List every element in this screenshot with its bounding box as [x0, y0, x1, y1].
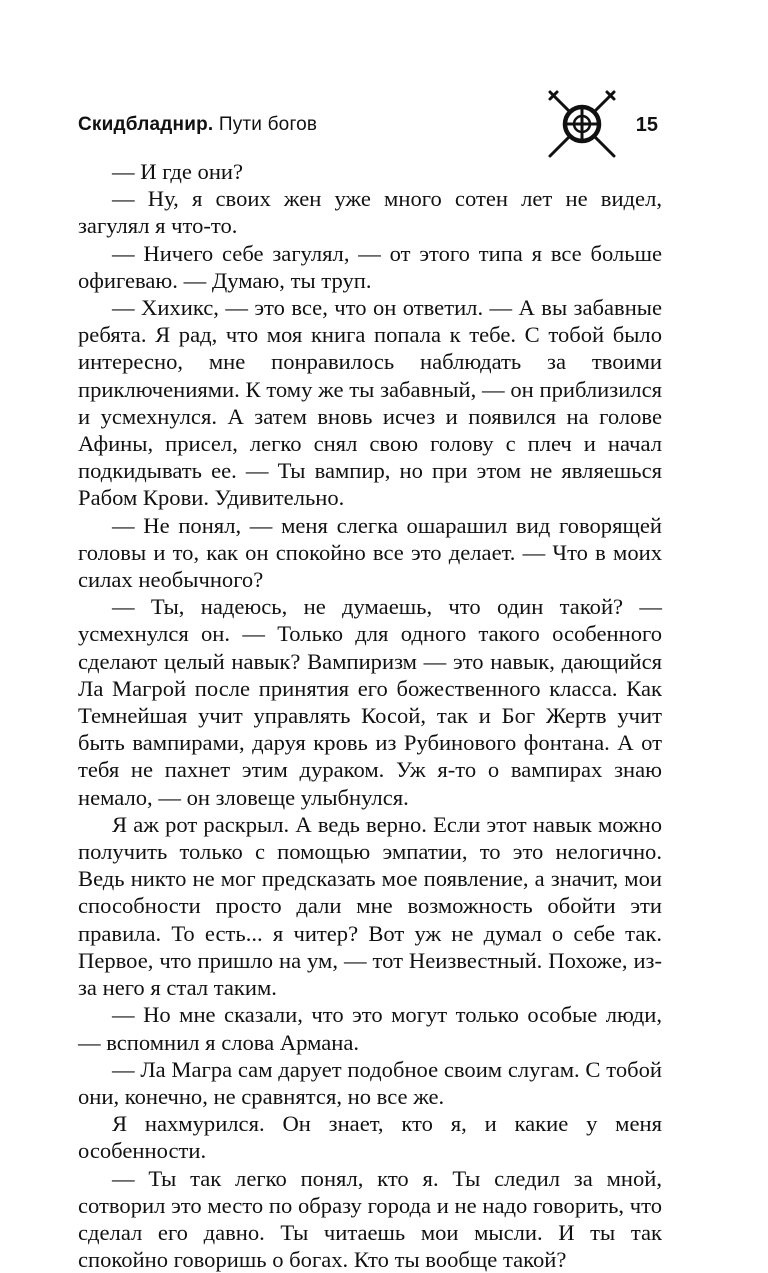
paragraph: — Ты так легко понял, кто я. Ты следил за мной, сотворил это место по образу города и не надо говорить, что сделал его давно. Ты читаешь мои мысли. И ты так спокойно говоришь о богах. Кто ты вообще такой? [78, 1165, 662, 1273]
running-title [78, 114, 317, 136]
paragraph: — Но мне сказали, что это могут только особые люди, — вспомнил я слова Армана. [78, 1002, 662, 1055]
book-subtitle: Пути богов [213, 114, 318, 135]
paragraph: — Хихикс, — это все, что он ответил. — А вы забавные ребята. Я рад, что моя книга попала к тебе. С тобой было интересно, мне понравилось наблюдать за твоими приключениями. К тому же ты забавный, — он приблизился и усмехнулся. А затем вновь исчез и появился на голове Афины, присел, легко снял свою голову с плеч и начал подкидывать ее. — Ты вампир, но при этом не являешься Рабом Крови. Удивительно. [78, 295, 662, 511]
page-header [78, 88, 658, 160]
shield-crossed-swords-icon [546, 88, 618, 160]
paragraph: — Ты, надеюсь, не думаешь, что один такой? — усмехнулся он. — Только для одного такого особенного сделают целый навык? Вампиризм — это навык, дающийся Ла Магрой после принятия его божественного класса. Как Темнейшая учит управлять Косой, так и Бог Жертв учит быть вампирами, даруя кровь из Рубинового фонтана. А от тебя не пахнет этим дураком. Уж я-то о вампирах знаю немало, — он зловеще улыбнулся. [78, 594, 662, 810]
paragraph: Я нахмурился. Он знает, кто я, и какие у меня особенности. [78, 1111, 662, 1164]
paragraph: — Не понял, — меня слегка ошарашил вид говорящей головы и то, как он спокойно все это делает. — Что в моих силах необычного? [78, 512, 662, 593]
paragraph: — Ла Магра сам дарует подобное своим слугам. С тобой они, конечно, не сравнятся, но все же. [78, 1056, 662, 1109]
book-title: Скидбладнир. [78, 114, 214, 135]
body-text [78, 158, 662, 1273]
paragraph: — Ну, я своих жен уже много сотен лет не видел, загулял я что-то. [78, 186, 662, 239]
page-number: 15 [635, 114, 658, 136]
paragraph: — И где они? [112, 159, 244, 184]
paragraph: Я аж рот раскрыл. А ведь верно. Если этот навык можно получить только с помощью эмпатии, то это нелогично. Ведь никто не мог предсказать мое появление, а значит, мои способности просто дали мне возможность обойти эти правила. То есть... я читер? Вот уж не думал о себе так. Первое, что пришло на ум, — тот Неизвестный. Похоже, из-за него я стал таким. [78, 811, 662, 1001]
paragraph: — Ничего себе загулял, — от этого типа я все больше офигеваю. — Думаю, ты труп. [78, 240, 662, 293]
